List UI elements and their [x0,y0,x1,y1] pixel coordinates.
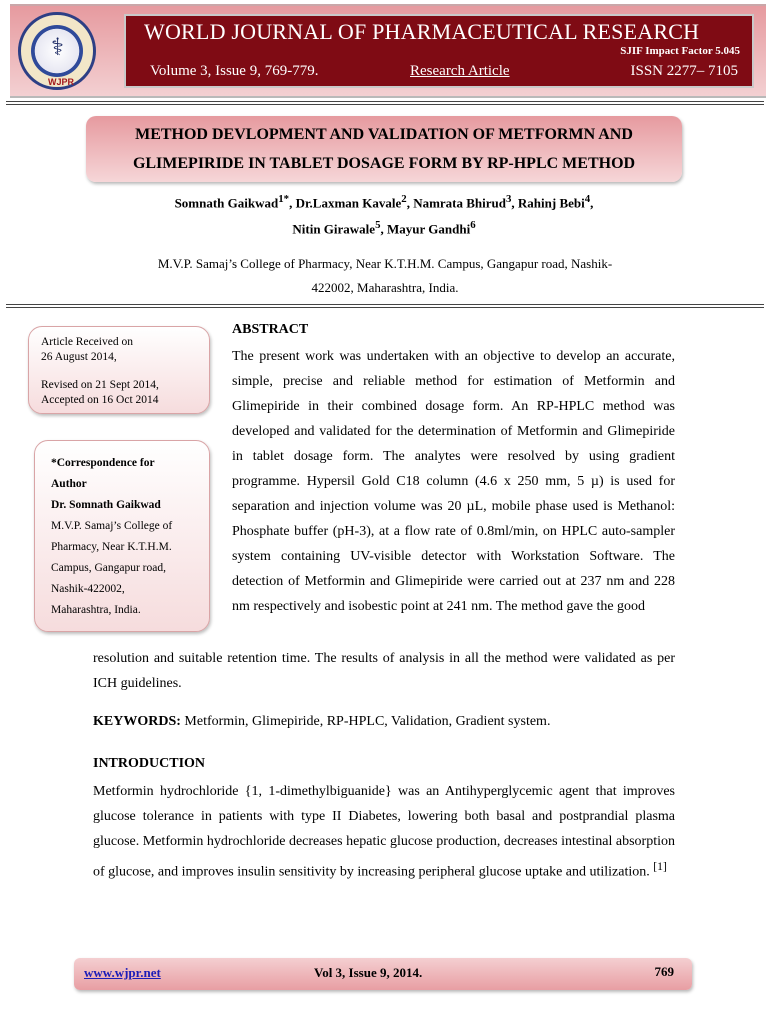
impact-factor: SJIF Impact Factor 5.045 [620,45,740,57]
correspondence-address: Nashik-422002, [51,583,125,595]
logo-abbreviation: WJPR [47,77,74,87]
journal-header [10,4,766,98]
article-title [86,116,682,178]
abstract-text: The present work was undertaken with an objective to develop an accurate, simple, precise and reliable method for estimation of Metformin and Glimepiride in their combined dosage form. An RP-HPLC method was developed and validated for the determination of Metformin and Glimepiride in tablet dosage form. The analytes were resolved by using gradient programme. Hypersil Gold C18 column (4.6 x 250 mm, 5 µ) is used for separation and injection volume was 20 µL, mobile phase used is Methanol: Phosphate buffer (pH-3), at a flow rate of 0.8ml/min, on HPLC auto-sampler system containing UV-visible detector with Workstation Software. The detection of Metformin and Glimepiride were carried out at 237 nm and 228 nm respectively and isobestic point at 241 nm. The method gave the good [232,349,675,614]
article-history-box [28,326,210,414]
journal-banner [124,14,754,88]
author-line-1: Somnath Gaikwad$^{1*}$, Dr.Laxman Kavale$^2$, Namrata Bhirud$^3$, Rahinj Bebi$^4$, [174,193,594,211]
abstract-heading: ABSTRACT [232,322,309,337]
title-line-2: GLIMEPIRIDE IN TABLET DOSAGE FORM BY RP-HPLC METHOD [132,155,636,172]
journal-website-link[interactable]: www.wjpr.net [84,965,161,980]
abstract-text-continued: resolution and suitable retention time. The results of analysis in all the method were validated as per ICH guidelines. [93,651,675,691]
divider [6,304,764,305]
correspondence-label-2: Author [51,478,87,490]
author-name: Dr.Laxman Kavale [295,195,402,211]
author-affil-mark: 5 [375,219,381,231]
divider [6,101,764,102]
author-affil-mark: 6 [470,219,476,231]
author-name: Nitin Girawale [292,221,376,237]
title-line-1: METHOD DEVLOPMENT AND VALIDATION OF METFORMN AND [135,126,633,143]
correspondence-label: *Correspondence for [51,457,155,469]
author-affil-mark: 4 [584,193,591,205]
affiliation-line-2: 422002, Maharashtra, India. [311,280,459,295]
author-affil-mark: 1* [278,193,290,205]
article-type: Research Article [410,63,510,79]
introduction-paragraph [93,779,675,885]
divider [6,104,764,105]
caduceus-icon: ⚕ [51,35,64,61]
correspondence-box [34,440,210,632]
author-name: Namrata Bhirud [413,195,506,211]
revised-date: Revised on 21 Sept 2014, [41,379,159,391]
author-name: Somnath Gaikwad [174,195,279,211]
footer-volume: Vol 3, Issue 9, 2014. [314,965,423,980]
affiliation-line-1: M.V.P. Samaj’s College of Pharmacy, Near K.T.H.M. Campus, Gangapur road, Nashik- [157,256,613,271]
author-name: Rahinj Bebi [517,195,585,211]
correspondence-address: Maharashtra, India. [51,604,141,616]
author-name: Mayur Gandhi [386,221,471,237]
page-number: 769 [654,964,674,979]
correspondence-name: Dr. Somnath Gaikwad [51,499,161,511]
correspondence-address: M.V.P. Samaj’s College of [51,520,173,532]
keywords [93,714,550,730]
journal-title: WORLD JOURNAL OF PHARMACEUTICAL RESEARCH [144,19,700,44]
article-title-box [86,116,682,182]
volume-issue: Volume 3, Issue 9, 769-779. [150,63,319,79]
introduction-text: Metformin hydrochloride {1, 1-dimethylbiguanide} was an Antihyperglycemic agent that improves glucose tolerance in patients with type II Diabetes, lowering both basal and postprandial plasma glucose. Metformin hydrochloride decreases hepatic glucose production, decreases intestinal absorption of glucose, and improves insulin sensitivity by increasing peripheral glucose uptake and utilization. [93,784,675,880]
divider [6,307,764,308]
correspondence-address: Campus, Gangapur road, [51,562,166,574]
author-affil-mark: 3 [506,193,512,205]
correspondence-address: Pharmacy, Near K.T.H.M. [51,541,172,553]
page-footer [74,958,692,990]
journal-logo [18,12,96,90]
received-date: 26 August 2014, [41,351,117,363]
author-affil-mark: 2 [401,193,407,205]
citation: [1] [653,860,667,873]
accepted-date: Accepted on 16 Oct 2014 [41,394,159,406]
received-label: Article Received on [41,336,133,348]
issn: ISSN 2277– 7105 [630,63,738,79]
keywords-label: KEYWORDS: [93,714,181,729]
keywords-text: Metformin, Glimepiride, RP-HPLC, Validation, Gradient system. [180,714,551,729]
author-line-2: Nitin Girawale$^5$, Mayur Gandhi$^6$ [292,219,476,237]
introduction-heading: INTRODUCTION [93,756,206,771]
